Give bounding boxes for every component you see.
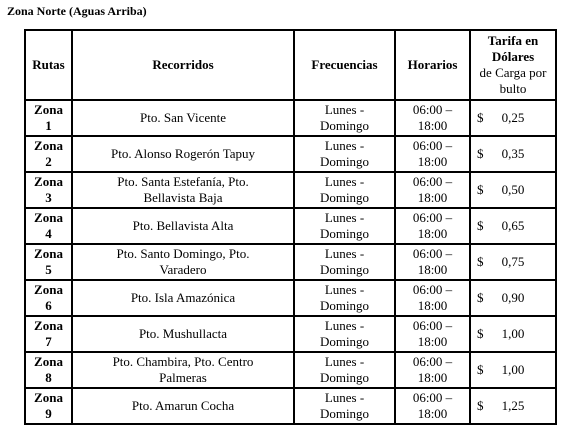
- frequency-cell: [294, 244, 395, 280]
- zone-cell: [25, 172, 72, 208]
- schedule-cell: [395, 244, 470, 280]
- table-row: [25, 388, 556, 424]
- frequency-cell: [294, 136, 395, 172]
- fare-value: 0,90: [501, 290, 525, 305]
- zone-cell: [25, 100, 72, 136]
- schedule-line-1: 06:00 –: [412, 282, 453, 297]
- zone-number: 9: [45, 406, 52, 421]
- fare-cell: [470, 352, 556, 388]
- fare-value: 0,65: [501, 218, 525, 233]
- zone-number: 3: [45, 190, 52, 205]
- schedule-line-2: 18:00: [417, 406, 448, 421]
- zone-label: Zona: [34, 246, 63, 261]
- route-cell: [72, 316, 294, 352]
- currency-symbol: $: [477, 326, 484, 341]
- route-cell: [72, 172, 294, 208]
- header-tarifa: [470, 30, 556, 100]
- zone-cell: [25, 136, 72, 172]
- route-line-1: Pto. Alonso Rogerón Tapuy: [110, 146, 256, 161]
- zone-number: 4: [45, 226, 52, 241]
- frequency-line-2: Domingo: [319, 262, 370, 277]
- route-line-1: Pto. Isla Amazónica: [130, 290, 236, 305]
- schedule-line-2: 18:00: [417, 226, 448, 241]
- table-row: [25, 244, 556, 280]
- schedule-cell: [395, 208, 470, 244]
- fare-cell: [470, 172, 556, 208]
- table-body: [25, 100, 556, 424]
- frequency-line-2: Domingo: [319, 406, 370, 421]
- table-row: [25, 316, 556, 352]
- schedule-line-2: 18:00: [417, 370, 448, 385]
- header-rutas: Rutas: [25, 30, 72, 100]
- schedule-line-1: 06:00 –: [412, 390, 453, 405]
- fare-cell: [470, 100, 556, 136]
- route-line-2: Varadero: [159, 262, 207, 277]
- schedule-line-2: 18:00: [417, 190, 448, 205]
- zone-cell: [25, 352, 72, 388]
- frequency-line-2: Domingo: [319, 226, 370, 241]
- zone-number: 7: [45, 334, 52, 349]
- frequency-line-1: Lunes -: [324, 102, 365, 117]
- frequency-cell: [294, 172, 395, 208]
- route-cell: [72, 208, 294, 244]
- zone-number: 5: [45, 262, 52, 277]
- zone-label: Zona: [34, 174, 63, 189]
- frequency-line-1: Lunes -: [324, 138, 365, 153]
- fare-value: 0,50: [501, 182, 525, 197]
- frequency-line-1: Lunes -: [324, 210, 365, 225]
- fare-cell: [470, 388, 556, 424]
- frequency-line-1: Lunes -: [324, 246, 365, 261]
- fare-value: 1,00: [501, 326, 525, 341]
- schedule-cell: [395, 100, 470, 136]
- table-row: [25, 352, 556, 388]
- header-tarifa-line3: de Carga por: [479, 65, 547, 80]
- schedule-cell: [395, 316, 470, 352]
- fare-cell: [470, 136, 556, 172]
- frequency-cell: [294, 316, 395, 352]
- zone-label: Zona: [34, 318, 63, 333]
- header-tarifa-line4: bulto: [499, 81, 527, 96]
- header-tarifa-line1: Tarifa en: [487, 33, 539, 48]
- schedule-line-1: 06:00 –: [412, 174, 453, 189]
- currency-symbol: $: [477, 146, 484, 161]
- schedule-line-1: 06:00 –: [412, 354, 453, 369]
- fare-cell: [470, 208, 556, 244]
- route-cell: [72, 280, 294, 316]
- fare-cell: [470, 316, 556, 352]
- route-line-1: Pto. Santo Domingo, Pto.: [116, 246, 250, 261]
- tariff-table: [24, 29, 557, 425]
- route-line-1: Pto. Mushullacta: [138, 326, 228, 341]
- frequency-cell: [294, 208, 395, 244]
- fare-cell: [470, 280, 556, 316]
- frequency-line-1: Lunes -: [324, 354, 365, 369]
- frequency-cell: [294, 280, 395, 316]
- route-cell: [72, 136, 294, 172]
- route-line-1: Pto. San Vicente: [140, 110, 226, 125]
- schedule-cell: [395, 172, 470, 208]
- fare-value: 0,75: [501, 254, 525, 269]
- schedule-line-2: 18:00: [417, 334, 448, 349]
- currency-symbol: $: [477, 254, 484, 269]
- zone-label: Zona: [34, 390, 63, 405]
- schedule-line-1: 06:00 –: [412, 210, 453, 225]
- frequency-line-1: Lunes -: [324, 174, 365, 189]
- frequency-line-2: Domingo: [319, 118, 370, 133]
- frequency-cell: [294, 388, 395, 424]
- header-tarifa-line2: Dólares: [491, 49, 535, 64]
- zone-cell: [25, 388, 72, 424]
- currency-symbol: $: [477, 218, 484, 233]
- fare-cell: [470, 244, 556, 280]
- table-row: [25, 172, 556, 208]
- section-heading: Zona Norte (Aguas Arriba): [7, 4, 147, 18]
- schedule-cell: [395, 136, 470, 172]
- frequency-cell: [294, 100, 395, 136]
- route-line-1: Pto. Amarun Cocha: [131, 398, 235, 413]
- fare-value: 1,25: [501, 398, 525, 413]
- schedule-line-1: 06:00 –: [412, 102, 453, 117]
- schedule-line-1: 06:00 –: [412, 318, 453, 333]
- zone-label: Zona: [34, 138, 63, 153]
- header-recorridos: Recorridos: [72, 30, 294, 100]
- zone-number: 6: [45, 298, 52, 313]
- currency-symbol: $: [477, 290, 484, 305]
- zone-label: Zona: [34, 282, 63, 297]
- frequency-line-1: Lunes -: [324, 318, 365, 333]
- table-row: [25, 100, 556, 136]
- table-header: [25, 30, 556, 100]
- zone-cell: [25, 316, 72, 352]
- zone-cell: [25, 208, 72, 244]
- table-row: [25, 136, 556, 172]
- schedule-cell: [395, 352, 470, 388]
- currency-symbol: $: [477, 110, 484, 125]
- table-row: [25, 208, 556, 244]
- zone-cell: [25, 244, 72, 280]
- frequency-line-2: Domingo: [319, 334, 370, 349]
- route-line-1: Pto. Chambira, Pto. Centro: [112, 354, 254, 369]
- route-cell: [72, 244, 294, 280]
- fare-value: 1,00: [501, 362, 525, 377]
- frequency-cell: [294, 352, 395, 388]
- zone-number: 2: [45, 154, 52, 169]
- schedule-cell: [395, 280, 470, 316]
- zone-label: Zona: [34, 210, 63, 225]
- route-line-1: Pto. Santa Estefanía, Pto.: [117, 174, 249, 189]
- currency-symbol: $: [477, 362, 484, 377]
- frequency-line-2: Domingo: [319, 190, 370, 205]
- zone-number: 8: [45, 370, 52, 385]
- route-cell: [72, 100, 294, 136]
- schedule-line-2: 18:00: [417, 262, 448, 277]
- route-cell: [72, 388, 294, 424]
- frequency-line-2: Domingo: [319, 154, 370, 169]
- header-frecuencias: Frecuencias: [294, 30, 395, 100]
- schedule-cell: [395, 388, 470, 424]
- fare-value: 0,25: [501, 110, 525, 125]
- header-row: [25, 30, 556, 100]
- schedule-line-1: 06:00 –: [412, 138, 453, 153]
- route-line-2: Bellavista Baja: [143, 190, 223, 205]
- frequency-line-1: Lunes -: [324, 390, 365, 405]
- route-cell: [72, 352, 294, 388]
- zone-label: Zona: [34, 102, 63, 117]
- schedule-line-1: 06:00 –: [412, 246, 453, 261]
- route-line-2: Palmeras: [159, 370, 207, 385]
- schedule-line-2: 18:00: [417, 154, 448, 169]
- schedule-line-2: 18:00: [417, 298, 448, 313]
- fare-value: 0,35: [501, 146, 525, 161]
- zone-label: Zona: [34, 354, 63, 369]
- currency-symbol: $: [477, 182, 484, 197]
- zone-number: 1: [45, 118, 52, 133]
- route-line-1: Pto. Bellavista Alta: [132, 218, 234, 233]
- table-row: [25, 280, 556, 316]
- zone-cell: [25, 280, 72, 316]
- header-horarios: Horarios: [395, 30, 470, 100]
- frequency-line-1: Lunes -: [324, 282, 365, 297]
- schedule-line-2: 18:00: [417, 118, 448, 133]
- currency-symbol: $: [477, 398, 484, 413]
- frequency-line-2: Domingo: [319, 298, 370, 313]
- frequency-line-2: Domingo: [319, 370, 370, 385]
